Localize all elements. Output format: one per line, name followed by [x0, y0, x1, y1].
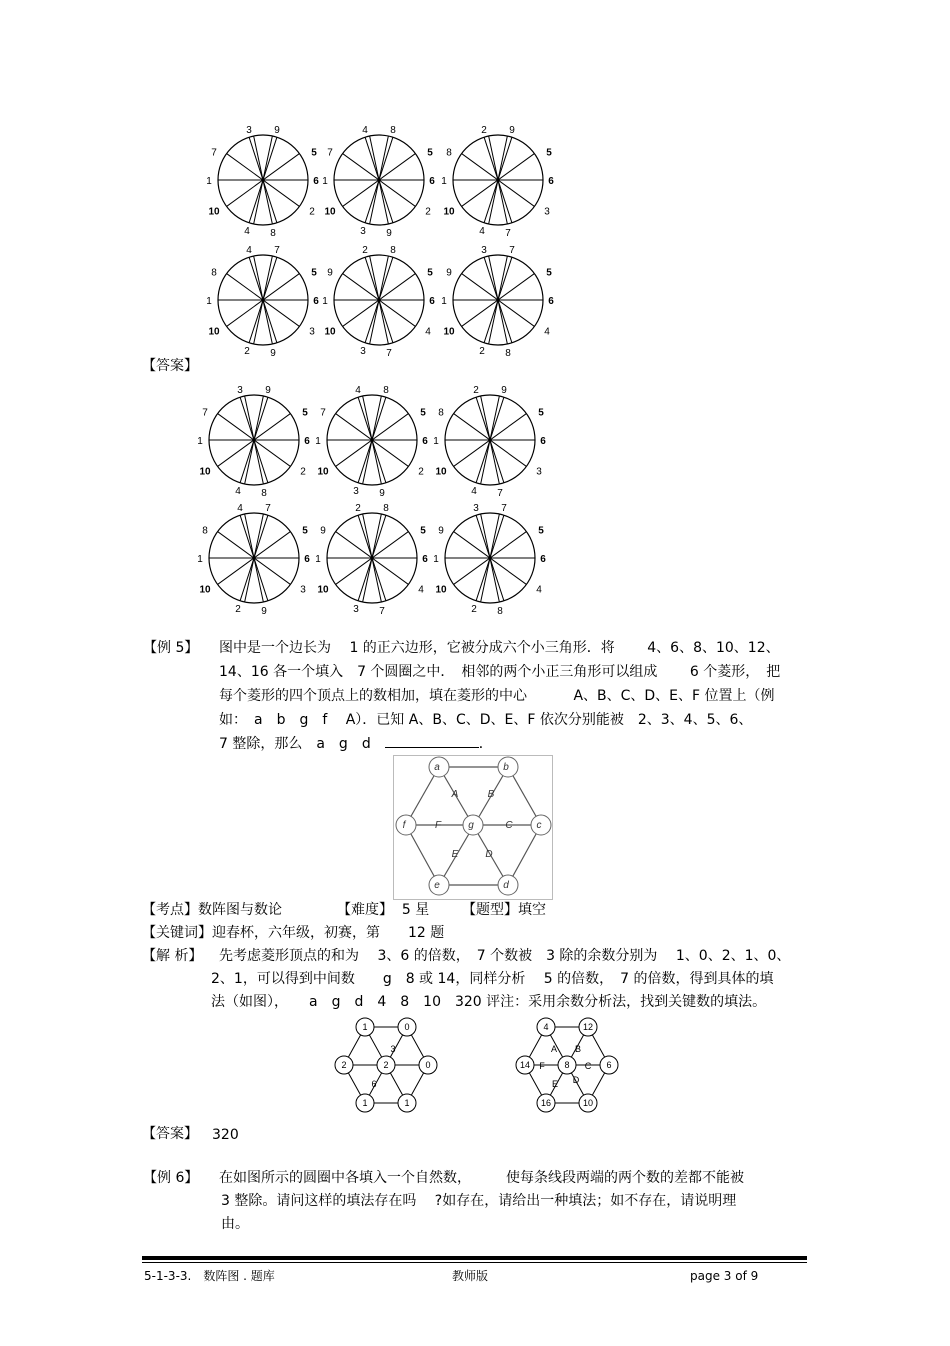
- answer-w4-right-1: 5: [302, 525, 308, 537]
- answer-w6-top-2: 7: [501, 503, 507, 514]
- question-w1-left-3: 7: [211, 147, 217, 159]
- question-w2-bottom-1: 9: [386, 228, 392, 239]
- answer-w5-top-2: 8: [383, 503, 389, 514]
- answer-w6-left-2: 1: [433, 554, 439, 565]
- question-w5-left-3: 9: [327, 267, 333, 279]
- question-w5-top-1: 2: [362, 245, 368, 256]
- question-w6-left-2: 1: [441, 296, 447, 307]
- rh-node-7: 10: [582, 1098, 594, 1108]
- rh-mark-A: A: [550, 1044, 558, 1054]
- question-w2-bottom-2: 3: [360, 226, 366, 237]
- answer-w1-left-3: 7: [202, 407, 208, 419]
- question-w2-right-1: 5: [427, 147, 433, 159]
- example5-tag: 【例 5】: [143, 640, 199, 656]
- question-w4-left-1: 10: [208, 326, 220, 338]
- answer-w4-right-3: 3: [300, 584, 306, 596]
- question-w2-right-2: 6: [429, 176, 435, 187]
- example5-line-1: 图中是一个边长为 1 的正六边形，它被分成六个小三角形．将 4、6、8、10、12、: [219, 640, 780, 656]
- answer-w5-right-3: 4: [418, 584, 424, 596]
- example5-line-5: [219, 732, 493, 756]
- question-w1-right-2: 6: [313, 176, 319, 187]
- question-w3-left-3: 8: [446, 147, 452, 159]
- kaodian-line: [142, 898, 282, 922]
- answer-w1-right-3: 2: [300, 466, 306, 478]
- question-w1-right-1: 5: [311, 147, 317, 159]
- question-w1-left-2: 1: [206, 176, 212, 187]
- answer-w2-right-3: 2: [418, 466, 424, 478]
- question-w2-top-2: 8: [390, 125, 396, 136]
- lh-node-2: 0: [404, 1022, 410, 1032]
- answer-w6-left-1: 10: [435, 584, 447, 596]
- footer-center: 教师版: [452, 1269, 489, 1283]
- keywords-value: 迎春杯，六年级，初赛，第 12 题: [212, 925, 445, 941]
- answer-w6-bottom-1: 8: [497, 606, 503, 617]
- answer-w6-right-1: 5: [538, 525, 544, 537]
- answer-w4-bottom-1: 9: [261, 606, 267, 617]
- rh-node-3: 14: [519, 1060, 531, 1070]
- nandu-line: [337, 898, 429, 922]
- answer-wheels: [190, 378, 570, 618]
- example5-line-5-text: 7 整除，那么 a g d: [219, 736, 385, 752]
- example6-line-3: 由。: [221, 1216, 249, 1232]
- answer-w1-right-2: 6: [304, 436, 310, 447]
- node-a: a: [434, 762, 440, 773]
- rh-mark-F: F: [539, 1061, 545, 1071]
- lh-mark-2: 6: [371, 1079, 377, 1089]
- lh-node-4: 2: [383, 1060, 389, 1070]
- question-w5-right-2: 6: [429, 296, 435, 307]
- footer-right: page 3 of 9: [690, 1269, 759, 1283]
- question-w2-left-2: 1: [322, 176, 328, 187]
- answer-w2-top-1: 4: [355, 385, 361, 396]
- question-w3-right-3: 3: [544, 206, 550, 218]
- answer-w1-bottom-2: 4: [235, 486, 241, 497]
- question-w3-right-2: 6: [548, 176, 554, 187]
- nandu-tag: 【难度】: [337, 902, 393, 918]
- answer-label: 【答案】: [142, 358, 198, 374]
- answer-w1-top-2: 9: [265, 385, 271, 396]
- question-w5-bottom-1: 7: [386, 348, 392, 359]
- kaodian-tag: 【考点】: [142, 902, 198, 918]
- answer-w3-bottom-1: 7: [497, 488, 503, 499]
- answer-wheel-1: [197, 385, 310, 499]
- question-wheel-5: [322, 245, 435, 359]
- answer-w3-right-2: 6: [540, 436, 546, 447]
- answer-w5-right-2: 6: [422, 554, 428, 565]
- question-w6-right-3: 4: [544, 326, 550, 338]
- answer-w6-right-3: 4: [536, 584, 542, 596]
- node-g: g: [468, 820, 474, 831]
- answer-w2-right-1: 5: [420, 407, 426, 419]
- question-w4-right-3: 3: [309, 326, 315, 338]
- question-w1-left-1: 10: [208, 206, 220, 218]
- answer-w3-right-1: 5: [538, 407, 544, 419]
- answer-w2-bottom-2: 3: [353, 486, 359, 497]
- answer-w4-left-3: 8: [202, 525, 208, 537]
- answer-w2-right-2: 6: [422, 436, 428, 447]
- question-w6-right-2: 6: [548, 296, 554, 307]
- example6-tag: 【例 6】: [143, 1170, 199, 1186]
- answer-w2-left-1: 10: [317, 466, 329, 478]
- answer5-value: 320: [212, 1127, 239, 1143]
- question-w6-right-1: 5: [546, 267, 552, 279]
- answer-w2-left-3: 7: [320, 407, 326, 419]
- lh-mark-1: 3: [390, 1044, 396, 1054]
- answer-wheel-6: [433, 503, 546, 617]
- question-wheel-6: [441, 245, 554, 359]
- node-b: b: [503, 762, 509, 773]
- tixing-value: 填空: [518, 902, 546, 918]
- question-w5-right-3: 4: [425, 326, 431, 338]
- rh-node-5: 6: [606, 1060, 612, 1070]
- question-w3-top-1: 2: [481, 125, 487, 136]
- question-w5-left-1: 10: [324, 326, 336, 338]
- question-w2-left-1: 10: [324, 206, 336, 218]
- answer-w3-top-2: 9: [501, 385, 507, 396]
- question-w2-right-3: 2: [425, 206, 431, 218]
- answer5-tag: 【答案】: [142, 1126, 198, 1142]
- question-wheel-4: [206, 245, 319, 359]
- rhombus-A: A: [451, 789, 459, 800]
- analysis-line-1: 先考虑菱形顶点的和为 3、6 的倍数， 7 个数被 3 除的余数分别为 1、0、2、1、0、: [219, 948, 791, 964]
- question-w6-left-1: 10: [443, 326, 455, 338]
- left-solution-hexagon: [327, 1013, 447, 1133]
- question-w2-top-1: 4: [362, 125, 368, 136]
- tixing-tag: 【题型】: [462, 902, 518, 918]
- node-e: e: [434, 880, 440, 891]
- question-w4-bottom-1: 9: [270, 348, 276, 359]
- question-w1-top-1: 3: [246, 125, 252, 136]
- answer-w5-right-1: 5: [420, 525, 426, 537]
- question-w4-left-3: 8: [211, 267, 217, 279]
- answer-w1-top-1: 3: [237, 385, 243, 396]
- node-f: f: [402, 820, 406, 831]
- answer-w2-top-2: 8: [383, 385, 389, 396]
- rh-mark-B: B: [574, 1044, 582, 1054]
- rh-node-2: 12: [582, 1022, 594, 1032]
- question-wheel-3: [441, 125, 554, 239]
- keywords-tag: 【关键词】: [142, 925, 212, 941]
- question-w1-top-2: 9: [274, 125, 280, 136]
- question-w6-bottom-1: 8: [505, 348, 511, 359]
- answer-w4-right-2: 6: [304, 554, 310, 565]
- answer-w3-left-1: 10: [435, 466, 447, 478]
- footer-left: 5-1-3-3. 数阵图 . 题库: [144, 1269, 275, 1283]
- answer-wheel-4: [197, 503, 310, 617]
- rhombus-D: D: [485, 849, 493, 860]
- question-w5-top-2: 8: [390, 245, 396, 256]
- footer-rule-thin: [142, 1262, 807, 1263]
- hexagon-figure: [393, 755, 553, 900]
- question-w1-right-3: 2: [309, 206, 315, 218]
- question-w3-left-1: 10: [443, 206, 455, 218]
- answer-w5-bottom-2: 3: [353, 604, 359, 615]
- lh-node-7: 1: [404, 1098, 410, 1108]
- rh-mark-E: E: [551, 1079, 559, 1089]
- rh-node-6: 16: [540, 1098, 552, 1108]
- answer-wheel-5: [315, 503, 428, 617]
- kaodian-value: 数阵图与数论: [198, 902, 282, 918]
- answer-w2-left-2: 1: [315, 436, 321, 447]
- question-w3-left-2: 1: [441, 176, 447, 187]
- example5-line-2: 14、16 各一个填入 7 个圆圈之中． 相邻的两个小正三角形可以组成 6 个菱形， 把: [219, 664, 781, 680]
- answer-w1-bottom-1: 8: [261, 488, 267, 499]
- nandu-value: 5 星: [401, 902, 430, 918]
- question-w5-left-2: 1: [322, 296, 328, 307]
- answer-w3-right-3: 3: [536, 466, 542, 478]
- node-d: d: [503, 880, 509, 891]
- answer-w5-left-2: 1: [315, 554, 321, 565]
- rhombus-F: F: [434, 820, 442, 831]
- answer-w1-left-1: 10: [199, 466, 211, 478]
- rh-mark-D: D: [572, 1075, 580, 1085]
- lh-node-5: 0: [425, 1060, 431, 1070]
- node-c: c: [536, 820, 542, 831]
- question-w4-left-2: 1: [206, 296, 212, 307]
- question-w3-right-1: 5: [546, 147, 552, 159]
- rh-mark-C: C: [584, 1061, 592, 1071]
- question-w6-top-2: 7: [509, 245, 515, 256]
- answer-w4-bottom-2: 2: [235, 604, 241, 615]
- example6-line-1: 在如图所示的圆圈中各填入一个自然数， 使每条线段两端的两个数的差都不能被: [219, 1170, 744, 1186]
- question-w4-top-1: 4: [246, 245, 252, 256]
- keywords-line: [142, 921, 444, 945]
- answer-w4-left-1: 10: [199, 584, 211, 596]
- example6-line-2: 3 整除。请问这样的填法存在吗 ?如存在，请给出一种填法；如不存在，请说明理: [221, 1193, 737, 1209]
- lh-node-3: 2: [341, 1060, 347, 1070]
- answer-w4-top-1: 4: [237, 503, 243, 514]
- question-wheels: [190, 118, 570, 363]
- rhombus-C: C: [505, 820, 513, 831]
- answer-w4-left-2: 1: [197, 554, 203, 565]
- answer-w5-bottom-1: 7: [379, 606, 385, 617]
- answer-w2-bottom-1: 9: [379, 488, 385, 499]
- answer-blank: [385, 733, 479, 748]
- rhombus-B: B: [487, 789, 495, 800]
- question-w3-top-2: 9: [509, 125, 515, 136]
- answer-w1-right-1: 5: [302, 407, 308, 419]
- answer-wheel-2: [315, 385, 428, 499]
- question-w6-top-1: 3: [481, 245, 487, 256]
- analysis-line-2: 2、1，可以得到中间数 g 8 或 14，同样分析 5 的倍数， 7 的倍数，得到具体的填: [211, 971, 774, 987]
- question-w6-bottom-2: 2: [479, 346, 485, 357]
- answer-wheel-3: [433, 385, 546, 499]
- example5-line-3: 每个菱形的四个顶点上的数相加，填在菱形的中心 A、B、C、D、E、F 位置上（例: [219, 688, 775, 704]
- question-w5-bottom-2: 3: [360, 346, 366, 357]
- question-w6-left-3: 9: [446, 267, 452, 279]
- answer-w6-bottom-2: 2: [471, 604, 477, 615]
- answer-w4-top-2: 7: [265, 503, 271, 514]
- analysis-line-3: 法（如图）， a g d 4 8 10 320 评注：采用余数分析法，找到关键数的填法。: [211, 994, 767, 1010]
- answer-w6-left-3: 9: [438, 525, 444, 537]
- answer-w6-right-2: 6: [540, 554, 546, 565]
- question-w1-bottom-2: 4: [244, 226, 250, 237]
- answer-w6-top-1: 3: [473, 503, 479, 514]
- question-w1-bottom-1: 8: [270, 228, 276, 239]
- question-wheel-1: [206, 125, 319, 239]
- lh-node-6: 1: [362, 1098, 368, 1108]
- answer-w5-left-1: 10: [317, 584, 329, 596]
- analysis-tag: 【解 析】: [142, 948, 203, 964]
- question-w4-top-2: 7: [274, 245, 280, 256]
- rh-node-1: 4: [543, 1022, 549, 1032]
- question-w2-left-3: 7: [327, 147, 333, 159]
- footer-rule-thick: [142, 1256, 807, 1260]
- answer-w1-left-2: 1: [197, 436, 203, 447]
- answer-w5-top-1: 2: [355, 503, 361, 514]
- question-w4-bottom-2: 2: [244, 346, 250, 357]
- question-w3-bottom-2: 4: [479, 226, 485, 237]
- question-wheel-2: [322, 125, 435, 239]
- answer-w3-top-1: 2: [473, 385, 479, 396]
- question-w5-right-1: 5: [427, 267, 433, 279]
- lh-node-1: 1: [362, 1022, 368, 1032]
- question-w3-bottom-1: 7: [505, 228, 511, 239]
- question-w4-right-2: 6: [313, 296, 319, 307]
- answer-w3-bottom-2: 4: [471, 486, 477, 497]
- rhombus-E: E: [451, 849, 459, 860]
- example5-line-end: ．: [478, 736, 493, 752]
- answer-w3-left-2: 1: [433, 436, 439, 447]
- example5-line-4: 如： a b g f A）．已知 A、B、C、D、E、F 依次分别能被 2、3、4、5、6、: [219, 712, 753, 728]
- right-solution-hexagon: [508, 1013, 628, 1133]
- answer-w5-left-3: 9: [320, 525, 326, 537]
- question-w4-right-1: 5: [311, 267, 317, 279]
- rh-node-4: 8: [564, 1060, 570, 1070]
- answer-w3-left-3: 8: [438, 407, 444, 419]
- tixing-line: [462, 898, 546, 922]
